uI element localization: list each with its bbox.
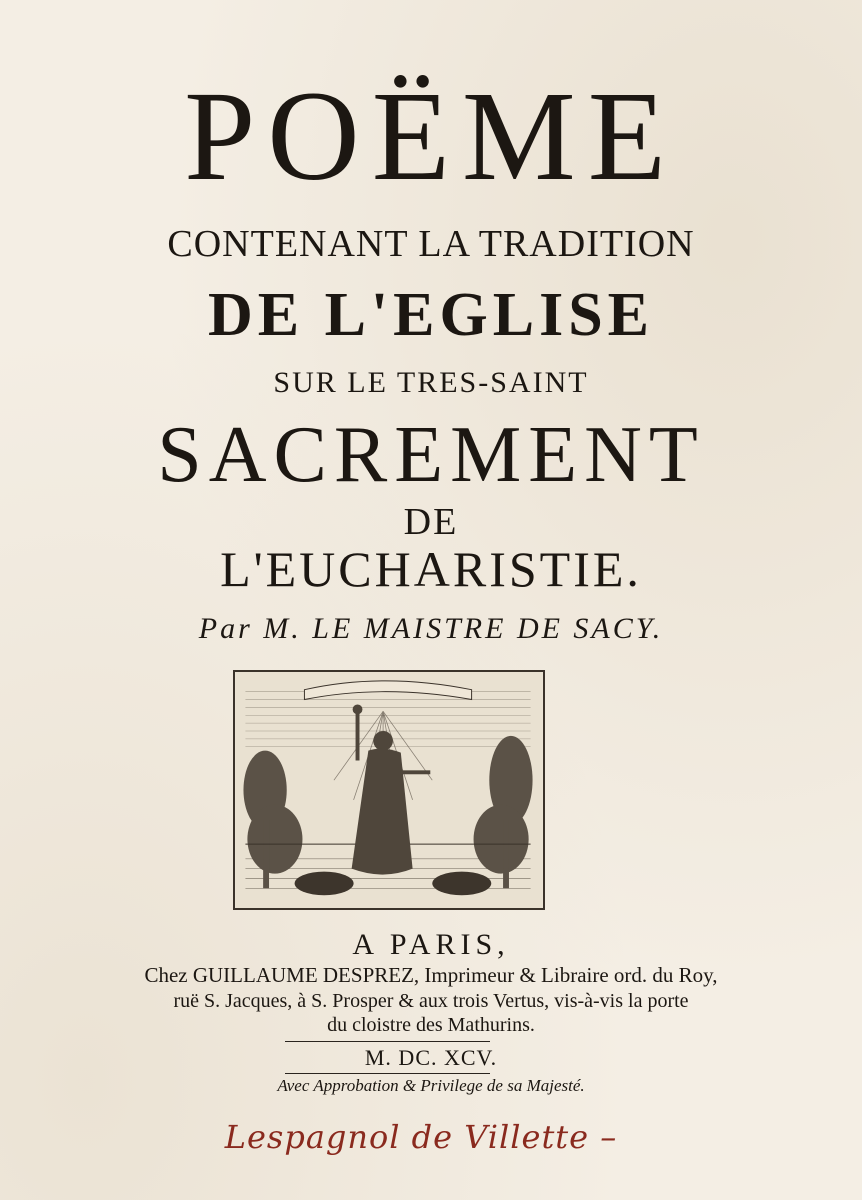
engraved-vignette — [233, 670, 545, 910]
handwritten-signature: Lespagnol de Villette – — [224, 1118, 618, 1156]
subtitle-line-3: SUR LE TRES-SAINT — [273, 366, 589, 399]
imprint-address-cont: du cloistre des Mathurins. — [327, 1014, 535, 1036]
subtitle-line-4: SACREMENT — [157, 411, 705, 499]
divider-bottom — [285, 1073, 490, 1074]
book-title: POËME — [184, 65, 678, 207]
subtitle-line-2: DE L'EGLISE — [207, 281, 655, 349]
vignette-illustration — [235, 672, 543, 908]
divider-top — [285, 1041, 490, 1042]
imprint-publisher: Chez GUILLAUME DESPREZ, Imprimeur & Libraire ord. du Roy, — [144, 963, 718, 987]
imprint-address: ruë S. Jacques, à S. Prosper & aux trois Vertus, vis-à-vis la porte — [173, 990, 689, 1012]
privilege-line: Avec Approbation & Privilege de sa Majesté. — [277, 1076, 585, 1095]
imprint-city: A PARIS, — [352, 928, 510, 961]
subtitle-line-5: DE — [403, 501, 459, 543]
subtitle-line-1: CONTENANT LA TRADITION — [167, 223, 695, 265]
publication-date: M. DC. XCV. — [364, 1045, 498, 1070]
author-line: Par M. LE MAISTRE DE SACY. — [198, 612, 664, 645]
subtitle-line-6: L'EUCHARISTIE. — [220, 541, 642, 597]
